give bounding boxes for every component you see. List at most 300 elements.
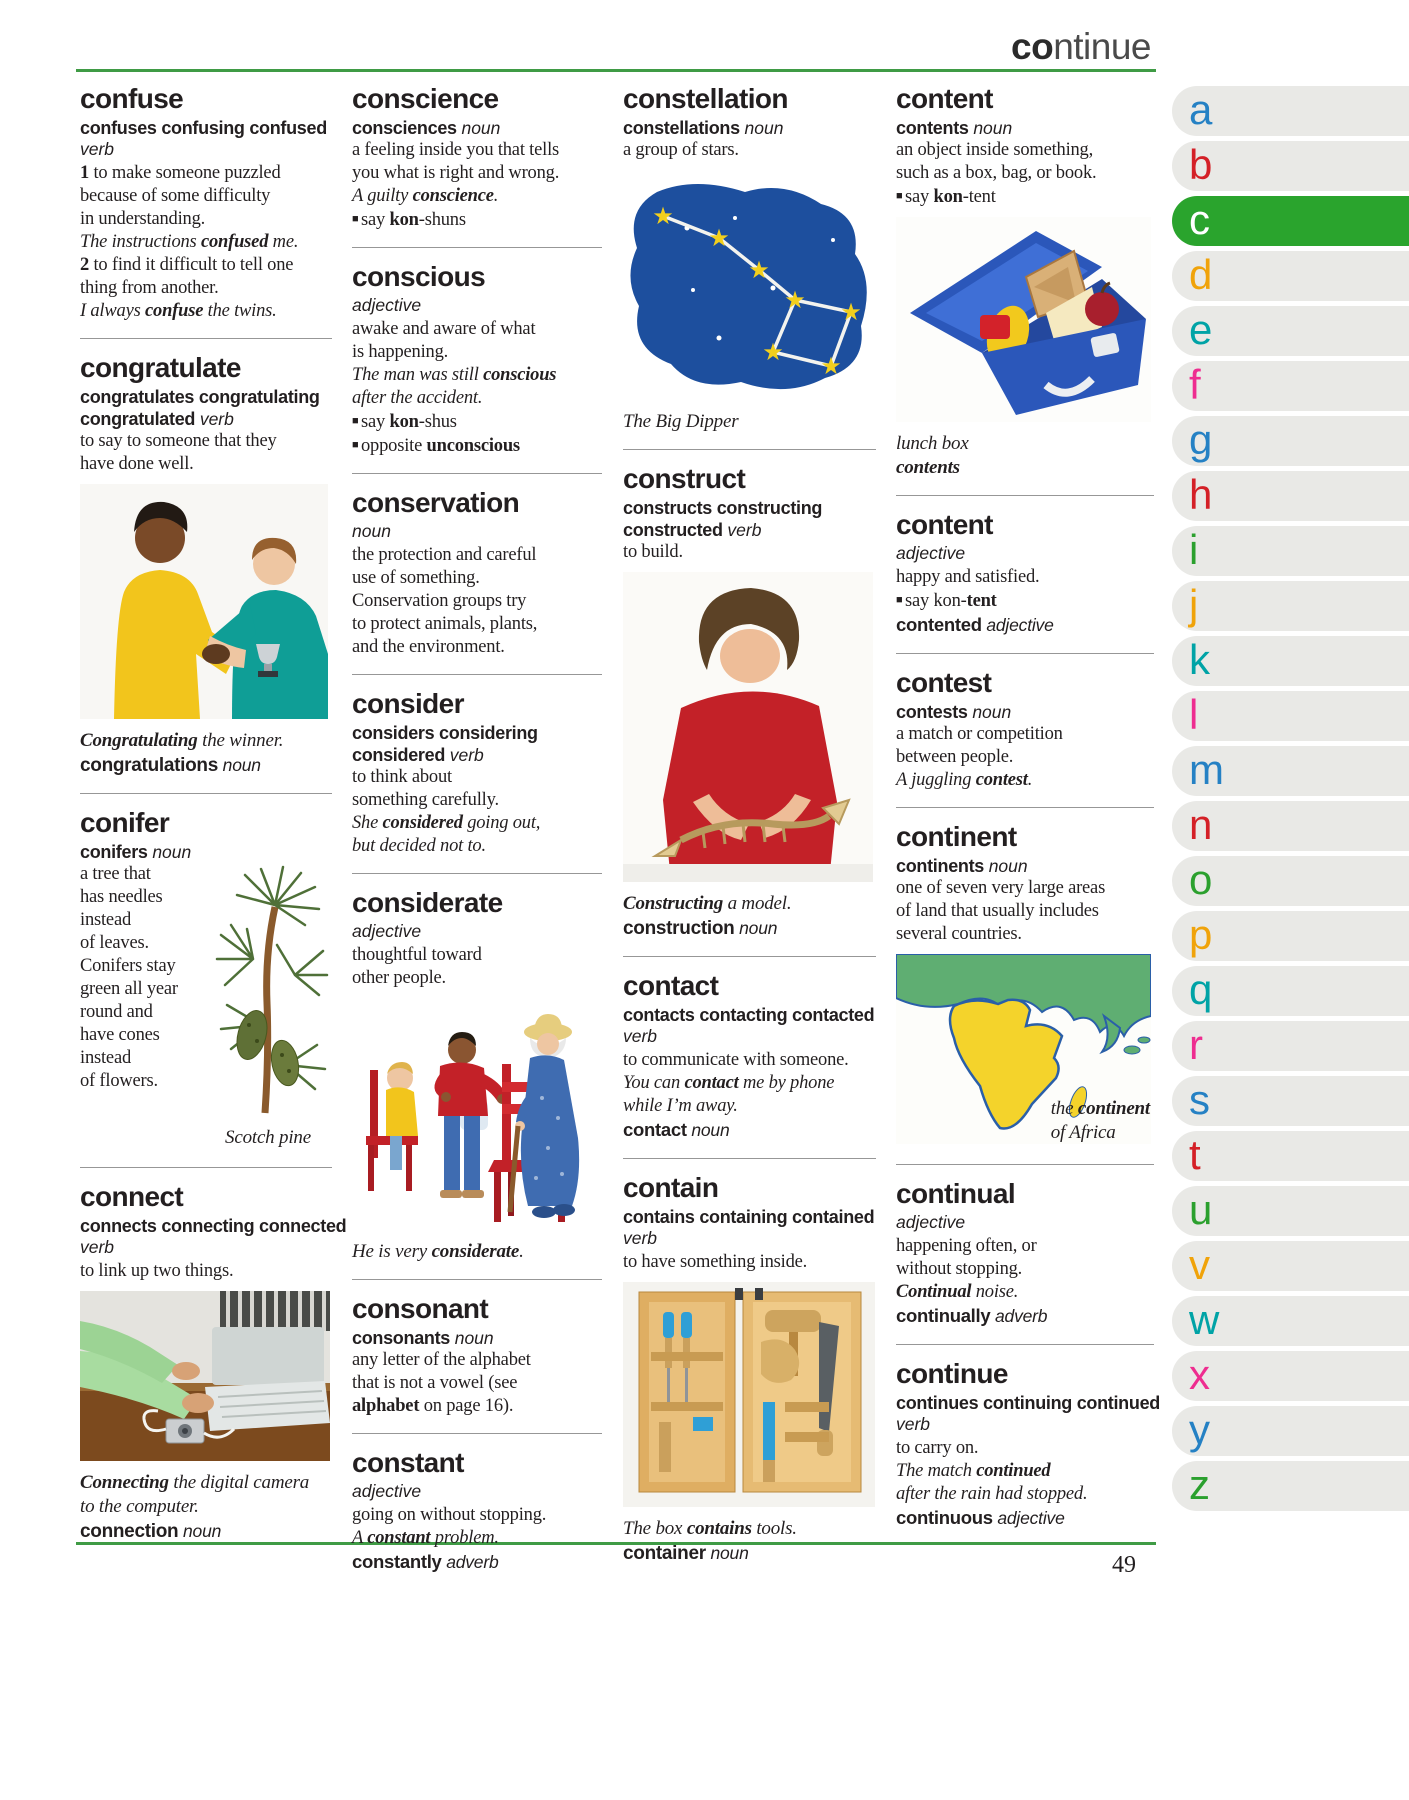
definition-line: [352, 318, 602, 341]
entry-construct: [623, 464, 876, 941]
headword: contact: [623, 970, 719, 1001]
text-segment: noun: [686, 1120, 730, 1140]
guide-word-bold: co: [1011, 26, 1054, 67]
text-segment: conscious: [483, 365, 557, 385]
text-segment: The Big Dipper: [623, 411, 739, 432]
text-segment: unconscious: [426, 436, 520, 456]
text-segment: instead: [80, 1048, 132, 1068]
figure-caption: [80, 1519, 332, 1544]
text-segment: say kon-: [905, 591, 967, 611]
definition-line: [896, 769, 1154, 792]
part-of-speech: [896, 1212, 1154, 1233]
alphabet-tab-r[interactable]: r: [1172, 1021, 1409, 1071]
definition-line: [80, 185, 332, 208]
text-segment: contests: [896, 702, 973, 722]
headword: content: [896, 83, 993, 114]
text-segment: one of seven very large areas: [896, 878, 1106, 898]
text-segment: congratulated: [80, 409, 200, 429]
word-forms: [80, 1215, 347, 1237]
definition-line: [623, 139, 876, 162]
figure-caption: [80, 753, 332, 778]
entry-connect: [80, 1181, 347, 1544]
headword: confuse: [80, 83, 184, 114]
svg-text:★: ★: [652, 202, 674, 230]
definition-line: [80, 277, 332, 300]
headword: continue: [896, 1358, 1008, 1389]
definition-line: [352, 139, 602, 162]
alphabet-tab-w[interactable]: w: [1172, 1296, 1409, 1346]
definition-line: [896, 1258, 1154, 1281]
text-segment: a group of stars.: [623, 140, 739, 160]
alphabet-tab-k[interactable]: k: [1172, 636, 1409, 686]
part-of-speech: [352, 921, 602, 942]
text-segment: to build.: [623, 542, 683, 562]
definition-line: [896, 185, 1154, 209]
text-segment: ■: [352, 213, 361, 225]
entry-separator: [896, 653, 1154, 654]
text-segment: ■: [896, 594, 905, 606]
text-segment: to carry on.: [896, 1438, 979, 1458]
definition-line: [80, 254, 332, 277]
page-number: 49: [1112, 1552, 1136, 1578]
definition-line: [352, 590, 602, 613]
definition-line: [352, 812, 602, 835]
text-segment: say: [905, 187, 934, 207]
text-segment: conscience: [412, 186, 494, 206]
text-segment: because of some difficulty: [80, 186, 271, 206]
entry-continent: [896, 822, 1154, 1149]
part-of-speech: [352, 295, 602, 316]
text-segment: have done well.: [80, 454, 194, 474]
word-forms: [352, 1327, 602, 1349]
text-segment: Constructing: [623, 893, 724, 914]
definition-line: [352, 1504, 602, 1527]
figure-caption: [623, 892, 876, 916]
definition-line: [896, 1506, 1154, 1531]
text-segment: happy and satisfied.: [896, 567, 1040, 587]
text-segment: consciences: [352, 118, 462, 138]
text-segment: contents: [896, 457, 960, 478]
text-segment: Conifers stay: [80, 956, 176, 976]
definition-line: [352, 835, 602, 858]
text-segment: of leaves.: [80, 933, 149, 953]
text-segment: contest: [975, 770, 1028, 790]
text-segment: verb: [80, 1237, 115, 1257]
text-segment: Connecting: [80, 1472, 169, 1493]
definition-line: [352, 364, 602, 387]
entry-separator: [623, 1158, 876, 1159]
text-segment: thing from another.: [80, 278, 219, 298]
text-segment: verb: [449, 745, 484, 765]
text-segment: a model.: [723, 893, 792, 914]
text-segment: and the environment.: [352, 637, 505, 657]
entry-separator: [352, 674, 602, 675]
text-segment: is happening.: [352, 342, 449, 362]
congratulate-photo-svg: [80, 484, 328, 719]
part-of-speech: [896, 543, 1154, 564]
alphabet-tab-n[interactable]: n: [1172, 801, 1409, 851]
text-segment: me by phone: [738, 1073, 835, 1093]
definition-line: [623, 1251, 876, 1274]
africa-map-figure: [896, 954, 1154, 1149]
entry-conscious: [352, 262, 602, 458]
definition-line: [352, 1550, 602, 1575]
svg-text:★: ★: [784, 286, 806, 314]
word-forms: [623, 519, 876, 541]
definition-line: [80, 162, 332, 185]
svg-text:★: ★: [820, 352, 842, 380]
entry-continue: [896, 1358, 1160, 1531]
text-segment: noun: [973, 118, 1013, 138]
figure-caption: [80, 729, 332, 753]
part-of-speech: [80, 1237, 332, 1258]
text-segment: to think about: [352, 767, 452, 787]
entry-separator: [623, 449, 876, 450]
text-segment: considerate: [431, 1241, 520, 1262]
definition-line: [80, 1260, 332, 1283]
entry-constant: [352, 1448, 602, 1575]
definition-line: [352, 410, 602, 434]
text-segment: such as a box, bag, or book.: [896, 163, 1097, 183]
alphabet-tab-o[interactable]: o: [1172, 856, 1409, 906]
definition-line: [896, 1460, 1154, 1483]
considerate-illustration-svg: [352, 998, 584, 1230]
alphabet-tab-x[interactable]: x: [1172, 1351, 1409, 1401]
text-segment: several countries.: [896, 924, 1022, 944]
word-forms: [80, 117, 332, 139]
text-segment: The box: [623, 1518, 687, 1539]
entry-conscience: [352, 84, 602, 232]
text-segment: noun: [454, 1328, 494, 1348]
alphabet-tab-a[interactable]: a: [1172, 86, 1409, 136]
text-segment: The instructions: [80, 232, 201, 252]
entry-separator: [80, 1167, 332, 1168]
text-segment: 1: [80, 163, 94, 183]
word-forms: [623, 497, 876, 519]
text-segment: ■: [896, 190, 905, 202]
headword: consider: [352, 688, 464, 719]
text-segment: verb: [727, 520, 762, 540]
alphabet-tab-s[interactable]: s: [1172, 1076, 1409, 1126]
text-segment: any letter of the alphabet: [352, 1350, 531, 1370]
definition-line: [352, 1349, 602, 1372]
text-segment: a feeling inside you that tells: [352, 140, 560, 160]
text-segment: noun: [352, 521, 391, 541]
text-segment: noun: [461, 118, 501, 138]
definition-line: [352, 1395, 602, 1418]
word-forms: [896, 1392, 1160, 1414]
text-segment: to make someone puzzled: [93, 163, 281, 183]
entry-separator: [352, 1433, 602, 1434]
alphabet-tab-u[interactable]: u: [1172, 1186, 1409, 1236]
text-segment: you what is right and wrong.: [352, 163, 560, 183]
word-forms: [896, 117, 1154, 139]
entry-continual: [896, 1179, 1154, 1329]
text-segment: the digital camera: [168, 1472, 310, 1493]
text-segment: confused: [200, 232, 269, 252]
text-segment: congratulates congratulating: [80, 387, 320, 407]
definition-line: [352, 789, 602, 812]
figure-caption: [204, 1126, 332, 1150]
alphabet-tab-f[interactable]: f: [1172, 361, 1409, 411]
definition-line: [352, 208, 602, 232]
definition-line: [896, 1437, 1154, 1460]
text-segment: after the accident.: [352, 388, 483, 408]
headword: conservation: [352, 487, 520, 518]
definition-line: [896, 613, 1154, 638]
word-forms: [623, 117, 876, 139]
part-of-speech: [896, 1414, 1154, 1435]
figure-caption: [896, 432, 1154, 456]
definition-line: [352, 185, 602, 208]
big-dipper-svg: [623, 170, 873, 400]
text-segment: the twins.: [203, 301, 277, 321]
text-segment: noise.: [971, 1282, 1019, 1302]
text-segment: alphabet: [352, 1396, 420, 1416]
definition-line: [896, 877, 1154, 900]
text-segment: of land that usually includes: [896, 901, 1099, 921]
figure-caption: [623, 1517, 876, 1541]
text-segment: conifers: [80, 842, 153, 862]
definition-line: [352, 341, 602, 364]
word-forms: [623, 1206, 876, 1228]
headword: congratulate: [80, 352, 241, 383]
definition-line: [80, 453, 332, 476]
text-segment: contains containing contained: [623, 1207, 875, 1227]
text-segment: me.: [268, 232, 299, 252]
alphabet-tab-v[interactable]: v: [1172, 1241, 1409, 1291]
text-segment: continued: [976, 1461, 1051, 1481]
text-segment: constant: [367, 1528, 431, 1548]
alphabet-tab-y[interactable]: y: [1172, 1406, 1409, 1456]
text-segment: adjective: [896, 543, 966, 563]
text-segment: something carefully.: [352, 790, 499, 810]
part-of-speech: [80, 139, 332, 160]
text-segment: of Africa: [1050, 1122, 1116, 1143]
alphabet-tab-m[interactable]: m: [1172, 746, 1409, 796]
alphabet-tab-c[interactable]: c: [1172, 196, 1409, 246]
entry-separator: [352, 247, 602, 248]
svg-text:★: ★: [840, 298, 862, 326]
headword: contain: [623, 1172, 719, 1203]
definition-line: [80, 430, 332, 453]
definition-line: [623, 1118, 876, 1143]
alphabet-sidebar: [1172, 86, 1409, 1516]
text-segment: Scotch pine: [225, 1127, 311, 1148]
text-segment: continually: [896, 1305, 991, 1326]
figure-caption: [623, 410, 876, 434]
definition-line: [80, 231, 332, 254]
word-forms: [80, 408, 332, 430]
definition-line: [623, 1049, 876, 1072]
word-forms: [896, 855, 1154, 877]
column-1: [80, 83, 347, 1544]
text-segment: A guilty: [352, 186, 413, 206]
svg-text:★: ★: [708, 224, 730, 252]
text-segment: noun: [152, 842, 192, 862]
part-of-speech: [352, 1481, 602, 1502]
svg-text:★: ★: [748, 256, 770, 284]
headword: conscience: [352, 83, 499, 114]
text-segment: tools.: [751, 1518, 797, 1539]
text-segment: going on without stopping.: [352, 1505, 547, 1525]
text-segment: without stopping.: [896, 1259, 1023, 1279]
text-segment: .: [1027, 770, 1033, 790]
text-segment: continents: [896, 856, 989, 876]
text-segment: has needles: [80, 887, 163, 907]
text-segment: The match: [896, 1461, 977, 1481]
text-segment: contact: [684, 1073, 739, 1093]
entry-separator: [896, 1164, 1154, 1165]
text-segment: adjective: [992, 1508, 1065, 1528]
text-segment: other people.: [352, 968, 446, 988]
toolbox-photo-figure: [623, 1282, 876, 1512]
alphabet-tab-e[interactable]: e: [1172, 306, 1409, 356]
text-segment: contents: [896, 118, 974, 138]
text-segment: adjective: [352, 1481, 422, 1501]
text-segment: contented: [896, 614, 982, 635]
part-of-speech: [352, 521, 602, 542]
text-segment: say: [361, 210, 390, 230]
definition-line: [352, 944, 602, 967]
text-segment: the winner.: [197, 730, 284, 751]
text-segment: 2: [80, 255, 94, 275]
figure-caption: [80, 1471, 332, 1495]
entry-consider: [352, 689, 602, 858]
text-segment: confuse: [145, 301, 204, 321]
text-segment: adjective: [981, 615, 1054, 635]
word-forms: [623, 1004, 876, 1026]
text-segment: noun: [744, 118, 784, 138]
text-segment: verb: [80, 139, 115, 159]
text-segment: He is very: [352, 1241, 432, 1262]
figure-caption: [623, 916, 876, 941]
text-segment: She: [352, 813, 383, 833]
alphabet-tab-d[interactable]: d: [1172, 251, 1409, 301]
text-segment: going out,: [462, 813, 541, 833]
definition-line: [352, 613, 602, 636]
text-segment: tent: [966, 591, 997, 611]
text-segment: connection: [80, 1521, 179, 1542]
text-segment: noun: [988, 856, 1028, 876]
entry-conifer: [80, 808, 332, 1152]
text-segment: constructs constructing: [623, 498, 823, 518]
alphabet-tab-l[interactable]: l: [1172, 691, 1409, 741]
text-segment: verb: [199, 409, 234, 429]
text-segment: to find it difficult to tell one: [93, 255, 294, 275]
definition-line: [896, 746, 1154, 769]
toolbox-photo-svg: [623, 1282, 875, 1507]
text-segment: verb: [896, 1414, 931, 1434]
definition-line: [896, 566, 1154, 589]
text-segment: kon: [933, 187, 963, 207]
entry-contain: [623, 1173, 876, 1566]
text-segment: confuses confusing confused: [80, 118, 327, 138]
alphabet-tab-g[interactable]: g: [1172, 416, 1409, 466]
svg-text:★: ★: [762, 338, 784, 366]
entry-contact: [623, 971, 876, 1143]
text-segment: round and: [80, 1002, 153, 1022]
headword: constellation: [623, 83, 788, 114]
alphabet-tab-h[interactable]: h: [1172, 471, 1409, 521]
entry-separator: [352, 1279, 602, 1280]
part-of-speech: [623, 1228, 876, 1249]
alphabet-tab-q[interactable]: q: [1172, 966, 1409, 1016]
text-segment: A: [352, 1528, 368, 1548]
alphabet-tab-z[interactable]: z: [1172, 1461, 1409, 1511]
text-segment: ■: [352, 439, 361, 451]
word-forms: [80, 386, 332, 408]
text-segment: verb: [623, 1026, 658, 1046]
conifer-pine-svg: [205, 863, 331, 1121]
definition-line: [896, 923, 1154, 946]
text-segment: but decided not to.: [352, 836, 486, 856]
text-segment: adjective: [352, 921, 422, 941]
definition-line: [352, 567, 602, 590]
entry-constellation: [623, 84, 876, 434]
text-segment: constellations: [623, 118, 745, 138]
text-segment: considers considering: [352, 723, 538, 743]
text-segment: congratulations: [80, 755, 219, 776]
text-segment: The man was still: [352, 365, 484, 385]
text-segment: Congratulating: [80, 730, 198, 751]
word-forms: [352, 117, 602, 139]
alphabet-tab-i[interactable]: i: [1172, 526, 1409, 576]
text-segment: to link up two things.: [80, 1261, 234, 1281]
text-segment: You can: [623, 1073, 685, 1093]
text-segment: of flowers.: [80, 1071, 158, 1091]
definition-line: [80, 208, 332, 231]
headword: construct: [623, 463, 746, 494]
entry-separator: [896, 495, 1154, 496]
caption-line: [1051, 1121, 1150, 1145]
text-segment: noun: [178, 1521, 222, 1541]
connect-photo-figure: [80, 1291, 332, 1466]
text-segment: to protect animals, plants,: [352, 614, 538, 634]
definition-line: [896, 1483, 1154, 1506]
definition-line: [352, 766, 602, 789]
text-segment: contacts contacting contacted: [623, 1005, 875, 1025]
definition-line: [352, 162, 602, 185]
column-4: [896, 83, 1160, 1531]
word-forms: [352, 744, 602, 766]
text-segment: .: [493, 186, 499, 206]
lunchbox-photo-figure: [896, 217, 1154, 427]
connect-photo-svg: [80, 1291, 330, 1461]
text-segment: continues continuing continued: [896, 1393, 1160, 1413]
text-segment: considered: [382, 813, 463, 833]
alphabet-tab-t[interactable]: t: [1172, 1131, 1409, 1181]
text-segment: on page 16).: [419, 1396, 514, 1416]
alphabet-tab-j[interactable]: j: [1172, 581, 1409, 631]
headword: contest: [896, 667, 992, 698]
entry-separator: [352, 873, 602, 874]
definition-line: [896, 723, 1154, 746]
guide-word: [1011, 26, 1151, 68]
definition-line: [623, 541, 876, 564]
text-segment: I always: [80, 301, 146, 321]
word-forms: [352, 722, 602, 744]
definition-line: [80, 300, 332, 323]
text-segment: continent: [1077, 1098, 1150, 1119]
definition-line: [352, 1527, 602, 1550]
text-segment: to have something inside.: [623, 1252, 808, 1272]
alphabet-tab-p[interactable]: p: [1172, 911, 1409, 961]
alphabet-tab-b[interactable]: b: [1172, 141, 1409, 191]
figure-caption: [1051, 1097, 1150, 1145]
headword: consonant: [352, 1293, 489, 1324]
definition-line: [352, 636, 602, 659]
